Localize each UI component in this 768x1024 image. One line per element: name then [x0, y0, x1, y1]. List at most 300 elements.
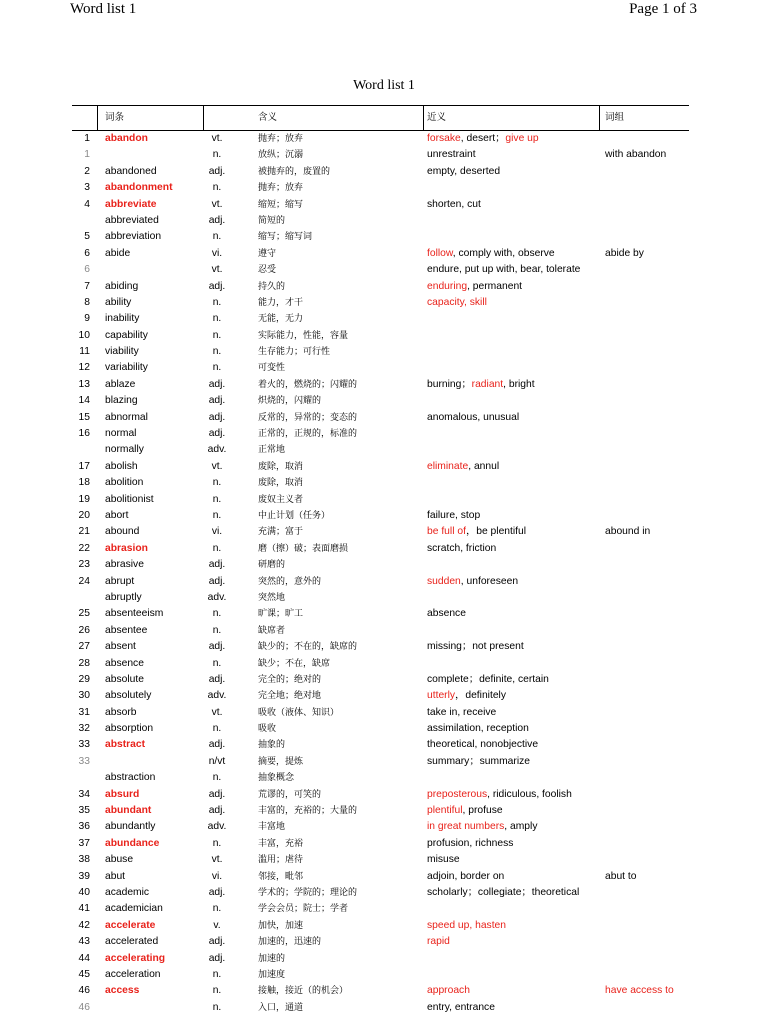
meaning: 荒谬的，可笑的	[258, 789, 322, 800]
column-header-word: 词条	[105, 112, 125, 123]
table-row	[72, 656, 689, 672]
table-row	[72, 983, 689, 999]
entry-number: 38	[78, 854, 90, 866]
entry-number: 31	[78, 706, 90, 718]
column-divider	[203, 106, 204, 130]
meaning: 生存能力；可行性	[258, 347, 331, 358]
entry-number: 45	[78, 968, 90, 980]
meaning: 抛弃；放弃	[258, 183, 304, 194]
entry-number: 6	[84, 247, 90, 259]
headword: absolutely	[105, 690, 152, 702]
part-of-speech: n.	[212, 296, 222, 308]
part-of-speech: adj.	[208, 378, 226, 390]
meaning: 完全地；绝对地	[258, 691, 322, 702]
synonyms	[427, 983, 470, 999]
synonyms	[427, 705, 496, 721]
meaning: 着火的，燃烧的；闪耀的	[258, 379, 358, 390]
table-row	[72, 705, 689, 721]
part-of-speech: n.	[212, 231, 222, 243]
entry-number: 27	[78, 641, 90, 653]
synonyms	[427, 836, 513, 852]
entry-number: 35	[78, 805, 90, 817]
meaning: 遵守	[258, 248, 277, 259]
synonyms	[427, 541, 496, 557]
synonym-text: give up	[505, 133, 539, 144]
synonyms	[427, 737, 538, 753]
part-of-speech: n.	[212, 837, 222, 849]
meaning: 缺席者	[258, 625, 286, 636]
table-row	[72, 803, 689, 819]
synonyms	[427, 246, 555, 262]
part-of-speech: adj.	[208, 673, 226, 685]
headword: abide	[105, 247, 131, 259]
meaning: 能力，才干	[258, 297, 304, 308]
synonyms	[427, 262, 580, 278]
table-row	[72, 885, 689, 901]
entry-number: 11	[79, 346, 90, 358]
entry-number: 29	[78, 673, 90, 685]
synonym-text: summary；summarize	[427, 755, 530, 767]
meaning: 持久的	[258, 281, 286, 292]
part-of-speech: n.	[212, 509, 222, 521]
table-row	[72, 1000, 689, 1016]
meaning: 加速度	[258, 969, 286, 980]
entry-number: 19	[78, 493, 90, 505]
synonym-text: speed up, hasten	[427, 919, 507, 931]
entry-number: 14	[78, 395, 90, 407]
synonym-text: in great numbers	[427, 821, 505, 833]
meaning: 放纵；沉溺	[258, 150, 304, 161]
synonyms	[427, 688, 506, 704]
synonyms	[427, 803, 503, 819]
meaning: 可变性	[258, 363, 286, 374]
table-row	[72, 951, 689, 967]
headword: viability	[105, 346, 139, 358]
synonym-text: be full of	[427, 526, 466, 538]
headword: abandonment	[105, 182, 173, 194]
part-of-speech: adj.	[208, 936, 226, 948]
part-of-speech: vt.	[211, 706, 223, 718]
meaning: 丰富地	[258, 822, 286, 833]
part-of-speech: n.	[212, 477, 222, 489]
table-row	[72, 344, 689, 360]
table-row	[72, 131, 689, 147]
table-row	[72, 262, 689, 278]
table-row	[72, 492, 689, 508]
part-of-speech: n/vt	[208, 755, 226, 767]
entry-number: 5	[84, 231, 90, 243]
synonyms	[427, 819, 537, 835]
meaning: 炽烧的，闪耀的	[258, 396, 322, 407]
phrase: abound in	[605, 526, 651, 538]
synonym-text: rapid	[427, 936, 450, 948]
synonyms	[427, 147, 476, 163]
meaning: 充满；富于	[258, 527, 304, 538]
entry-number: 2	[84, 165, 90, 177]
synonym-text: , amply	[504, 821, 538, 833]
meaning: 正常的，正规的，标准的	[258, 429, 358, 440]
part-of-speech: v.	[213, 919, 221, 931]
synonym-text: plentiful	[427, 805, 463, 817]
table-row	[72, 672, 689, 688]
part-of-speech: n.	[212, 493, 222, 505]
synonym-text: profusion, richness	[427, 837, 514, 849]
synonym-text: empty, deserted	[427, 165, 501, 177]
synonym-text: theoretical, nonobjective	[427, 739, 539, 751]
table-row	[72, 410, 689, 426]
meaning: 突然地	[258, 592, 286, 603]
table-row	[72, 918, 689, 934]
part-of-speech: adj.	[208, 641, 226, 653]
part-of-speech: adj.	[208, 395, 226, 407]
table-row	[72, 770, 689, 786]
synonym-text: adjoin, border on	[427, 870, 505, 882]
table-row	[72, 459, 689, 475]
headword: abut	[105, 870, 126, 882]
headword: abundantly	[105, 821, 156, 833]
headword: ablaze	[105, 378, 136, 390]
table-row	[72, 590, 689, 606]
part-of-speech: vi.	[211, 247, 223, 259]
part-of-speech: vt.	[211, 133, 223, 144]
entry-number: 30	[78, 690, 90, 702]
meaning: 反常的，异常的；变态的	[258, 412, 358, 423]
table-row	[72, 475, 689, 491]
meaning: 入口，通道	[258, 1002, 304, 1013]
part-of-speech: n.	[212, 968, 222, 980]
meaning: 滥用；虐待	[258, 855, 304, 866]
meaning: 缺少；不在，缺席	[258, 658, 331, 669]
meaning: 废奴主义者	[258, 494, 304, 505]
synonym-text: follow	[427, 247, 453, 259]
entry-number: 1	[84, 133, 90, 144]
synonyms	[427, 377, 535, 393]
headword: absentee	[105, 624, 148, 636]
table-row	[72, 360, 689, 376]
meaning: 缩写；缩写词	[258, 232, 313, 243]
meaning: 抽象的	[258, 740, 286, 751]
meaning: 缺少的；不在的，缺席的	[258, 642, 358, 653]
table-row	[72, 721, 689, 737]
meaning: 简短的	[258, 215, 286, 226]
headword: abstract	[105, 739, 146, 751]
part-of-speech: adj.	[208, 559, 226, 571]
part-of-speech: n.	[212, 313, 222, 325]
entry-number: 40	[78, 886, 90, 898]
table-row	[72, 869, 689, 885]
headword: absurd	[105, 788, 140, 800]
column-divider	[423, 106, 424, 130]
headword: abolitionist	[105, 493, 154, 505]
synonym-text: , profuse	[462, 805, 503, 817]
meaning: 丰富，充裕	[258, 838, 304, 849]
synonyms	[427, 787, 572, 803]
headword: abort	[105, 509, 129, 521]
column-divider	[599, 106, 600, 130]
entry-number: 39	[78, 870, 90, 882]
meaning: 完全的；绝对的	[258, 674, 322, 685]
entry-number: 6	[84, 264, 90, 276]
entry-number: 22	[78, 542, 90, 554]
entry-number: 17	[78, 460, 90, 472]
entry-number: 33	[78, 755, 90, 767]
phrase: abide by	[605, 247, 644, 259]
headword: academician	[105, 903, 163, 915]
entry-number: 9	[84, 313, 90, 325]
synonym-text: , ridiculous, foolish	[487, 788, 572, 800]
table-row	[72, 311, 689, 327]
synonym-text: capacity, skill	[427, 296, 487, 308]
entry-number: 10	[78, 329, 90, 341]
synonym-text: , annul	[468, 460, 500, 472]
part-of-speech: n.	[212, 182, 222, 194]
headword: academic	[105, 886, 150, 898]
synonym-text: , comply with, observe	[452, 247, 555, 259]
meaning: 接触，接近（的机会）	[258, 986, 349, 997]
synonym-text: entry, entrance	[427, 1001, 495, 1013]
headword: absorb	[105, 706, 137, 718]
entry-number: 23	[78, 559, 90, 571]
synonyms	[427, 197, 481, 213]
meaning: 吸收	[258, 724, 277, 735]
table-row	[72, 737, 689, 753]
entry-number: 37	[78, 837, 90, 849]
part-of-speech: adj.	[208, 165, 226, 177]
entry-number: 21	[78, 526, 90, 538]
part-of-speech: vt.	[211, 264, 223, 276]
entry-number: 12	[78, 362, 90, 374]
entry-number: 33	[78, 739, 90, 751]
synonyms	[427, 410, 519, 426]
headword: blazing	[105, 395, 138, 407]
table-row	[72, 508, 689, 524]
document-title: Word list 1	[353, 78, 415, 93]
entry-number: 16	[78, 428, 90, 440]
part-of-speech: adj.	[208, 575, 226, 587]
meaning: 正常地	[258, 445, 286, 456]
column-header-phrase: 词组	[605, 112, 625, 123]
headword: abrasive	[105, 559, 144, 571]
synonyms	[427, 606, 466, 622]
table-row	[72, 393, 689, 409]
headword: abruptly	[105, 591, 142, 603]
entry-number: 15	[78, 411, 90, 423]
part-of-speech: adv.	[207, 690, 227, 702]
headword: abolition	[105, 477, 144, 489]
table-row	[72, 426, 689, 442]
headword: abound	[105, 526, 140, 538]
table-row	[72, 754, 689, 770]
table-row	[72, 967, 689, 983]
synonym-text: preposterous	[427, 788, 488, 800]
headword: inability	[105, 313, 140, 325]
table-row	[72, 639, 689, 655]
table-row	[72, 836, 689, 852]
part-of-speech: vt.	[211, 198, 223, 210]
part-of-speech: adj.	[208, 428, 226, 440]
meaning: 无能，无力	[258, 314, 304, 325]
entry-number: 43	[78, 936, 90, 948]
synonyms	[427, 279, 522, 295]
synonyms	[427, 885, 579, 901]
table-row	[72, 328, 689, 344]
table-row	[72, 442, 689, 458]
entry-number: 32	[78, 723, 90, 735]
synonym-text: , unforeseen	[460, 575, 519, 587]
part-of-speech: adv.	[207, 591, 227, 603]
part-of-speech: adv.	[207, 821, 227, 833]
word-list-table	[72, 105, 689, 1016]
synonym-text: enduring	[427, 280, 468, 292]
synonym-text: misuse	[427, 854, 460, 866]
meaning: 摘要，提炼	[258, 756, 304, 767]
part-of-speech: adj.	[208, 739, 226, 751]
table-row	[72, 934, 689, 950]
headword: absenteeism	[105, 608, 164, 620]
part-of-speech: adj.	[208, 952, 226, 964]
headword: abbreviate	[105, 198, 157, 210]
headword: abundant	[105, 805, 152, 817]
synonym-text: shorten, cut	[427, 198, 481, 210]
table-row	[72, 229, 689, 245]
table-row	[72, 819, 689, 835]
meaning: 学会会员；院士；学者	[258, 904, 349, 915]
phrase: abut to	[605, 870, 637, 882]
synonyms	[427, 459, 499, 475]
synonyms	[427, 721, 529, 737]
headword: abrasion	[105, 542, 148, 554]
part-of-speech: adj.	[208, 788, 226, 800]
page-number: Page 1 of 3	[629, 1, 697, 17]
meaning: 抽象概念	[258, 773, 295, 784]
page-header-title: Word list 1	[70, 1, 137, 17]
entry-number: 26	[78, 624, 90, 636]
entry-number: 24	[78, 575, 90, 587]
synonyms	[427, 672, 549, 688]
synonym-text: ，definitely	[455, 690, 506, 702]
entry-number: 20	[78, 509, 90, 521]
synonym-text: take in, receive	[427, 706, 497, 718]
synonyms	[427, 524, 526, 540]
table-row	[72, 524, 689, 540]
meaning: 丰富的，充裕的；大量的	[258, 806, 358, 817]
headword: normally	[105, 444, 144, 456]
table-row	[72, 574, 689, 590]
headword: accelerate	[105, 919, 156, 931]
synonyms	[427, 639, 524, 655]
table-row	[72, 377, 689, 393]
table-row	[72, 197, 689, 213]
headword: abuse	[105, 854, 134, 866]
part-of-speech: n.	[212, 1001, 222, 1013]
synonym-text: ，be plentiful	[465, 526, 527, 538]
synonyms	[427, 869, 504, 885]
table-row	[72, 213, 689, 229]
synonyms	[427, 1000, 495, 1016]
synonym-text: sudden	[427, 575, 461, 587]
column-header-meaning: 含义	[258, 112, 278, 123]
headword: accelerating	[105, 952, 166, 964]
part-of-speech: n.	[212, 346, 222, 358]
part-of-speech: n.	[212, 723, 222, 735]
synonyms	[427, 934, 450, 950]
entry-number: 8	[84, 296, 90, 308]
synonym-text: approach	[427, 985, 470, 997]
synonym-text: scholarly；collegiate；theoretical	[427, 886, 580, 898]
entry-number: 25	[78, 608, 90, 620]
headword: abbreviation	[105, 231, 162, 243]
table-row	[72, 606, 689, 622]
part-of-speech: adj.	[208, 411, 226, 423]
table-row	[72, 246, 689, 262]
part-of-speech: n.	[212, 985, 222, 997]
entry-number: 13	[78, 378, 90, 390]
headword: abnormal	[105, 411, 148, 423]
meaning: 突然的，意外的	[258, 576, 322, 587]
synonym-text: radiant	[471, 378, 504, 390]
synonyms	[427, 295, 487, 311]
table-header	[72, 105, 689, 131]
headword: abstraction	[105, 772, 156, 784]
synonym-text: complete；definite, certain	[427, 673, 549, 685]
part-of-speech: vi.	[211, 526, 223, 538]
table-body	[72, 131, 689, 1016]
headword: abundance	[105, 837, 160, 849]
headword: abandon	[105, 133, 148, 144]
part-of-speech: n.	[212, 329, 222, 341]
synonym-text: , desert；	[460, 133, 506, 144]
table-row	[72, 688, 689, 704]
entry-number: 18	[78, 477, 90, 489]
column-header-synonyms: 近义	[427, 112, 447, 123]
synonym-text: , permanent	[467, 280, 523, 292]
table-row	[72, 164, 689, 180]
synonyms	[427, 131, 539, 147]
meaning: 研磨的	[258, 560, 286, 571]
table-row	[72, 279, 689, 295]
part-of-speech: vi.	[211, 870, 223, 882]
entry-number: 46	[78, 985, 90, 997]
headword: abandoned	[105, 165, 157, 177]
headword: normal	[105, 428, 137, 440]
synonym-text: utterly	[427, 690, 456, 702]
entry-number: 4	[84, 198, 90, 210]
headword: capability	[105, 329, 148, 341]
meaning: 中止计划（任务）	[258, 510, 331, 521]
meaning: 加快，加速	[258, 920, 304, 931]
synonyms	[427, 852, 460, 868]
part-of-speech: n.	[212, 772, 222, 784]
headword: ability	[105, 296, 132, 308]
synonym-text: absence	[427, 608, 466, 620]
entry-number: 42	[78, 919, 90, 931]
synonym-text: scratch, friction	[427, 542, 497, 554]
headword: abiding	[105, 280, 139, 292]
column-divider	[97, 106, 98, 130]
meaning: 被抛弃的，废置的	[258, 166, 331, 177]
synonym-text: , bright	[503, 378, 535, 390]
headword: variability	[105, 362, 148, 374]
part-of-speech: adj.	[208, 886, 226, 898]
part-of-speech: n.	[212, 657, 222, 669]
headword: absolute	[105, 673, 144, 685]
phrase: have access to	[605, 985, 674, 997]
synonym-text: endure, put up with, bear, tolerate	[427, 264, 581, 276]
table-row	[72, 901, 689, 917]
table-row	[72, 147, 689, 163]
synonym-text: unrestraint	[427, 149, 476, 161]
table-row	[72, 295, 689, 311]
